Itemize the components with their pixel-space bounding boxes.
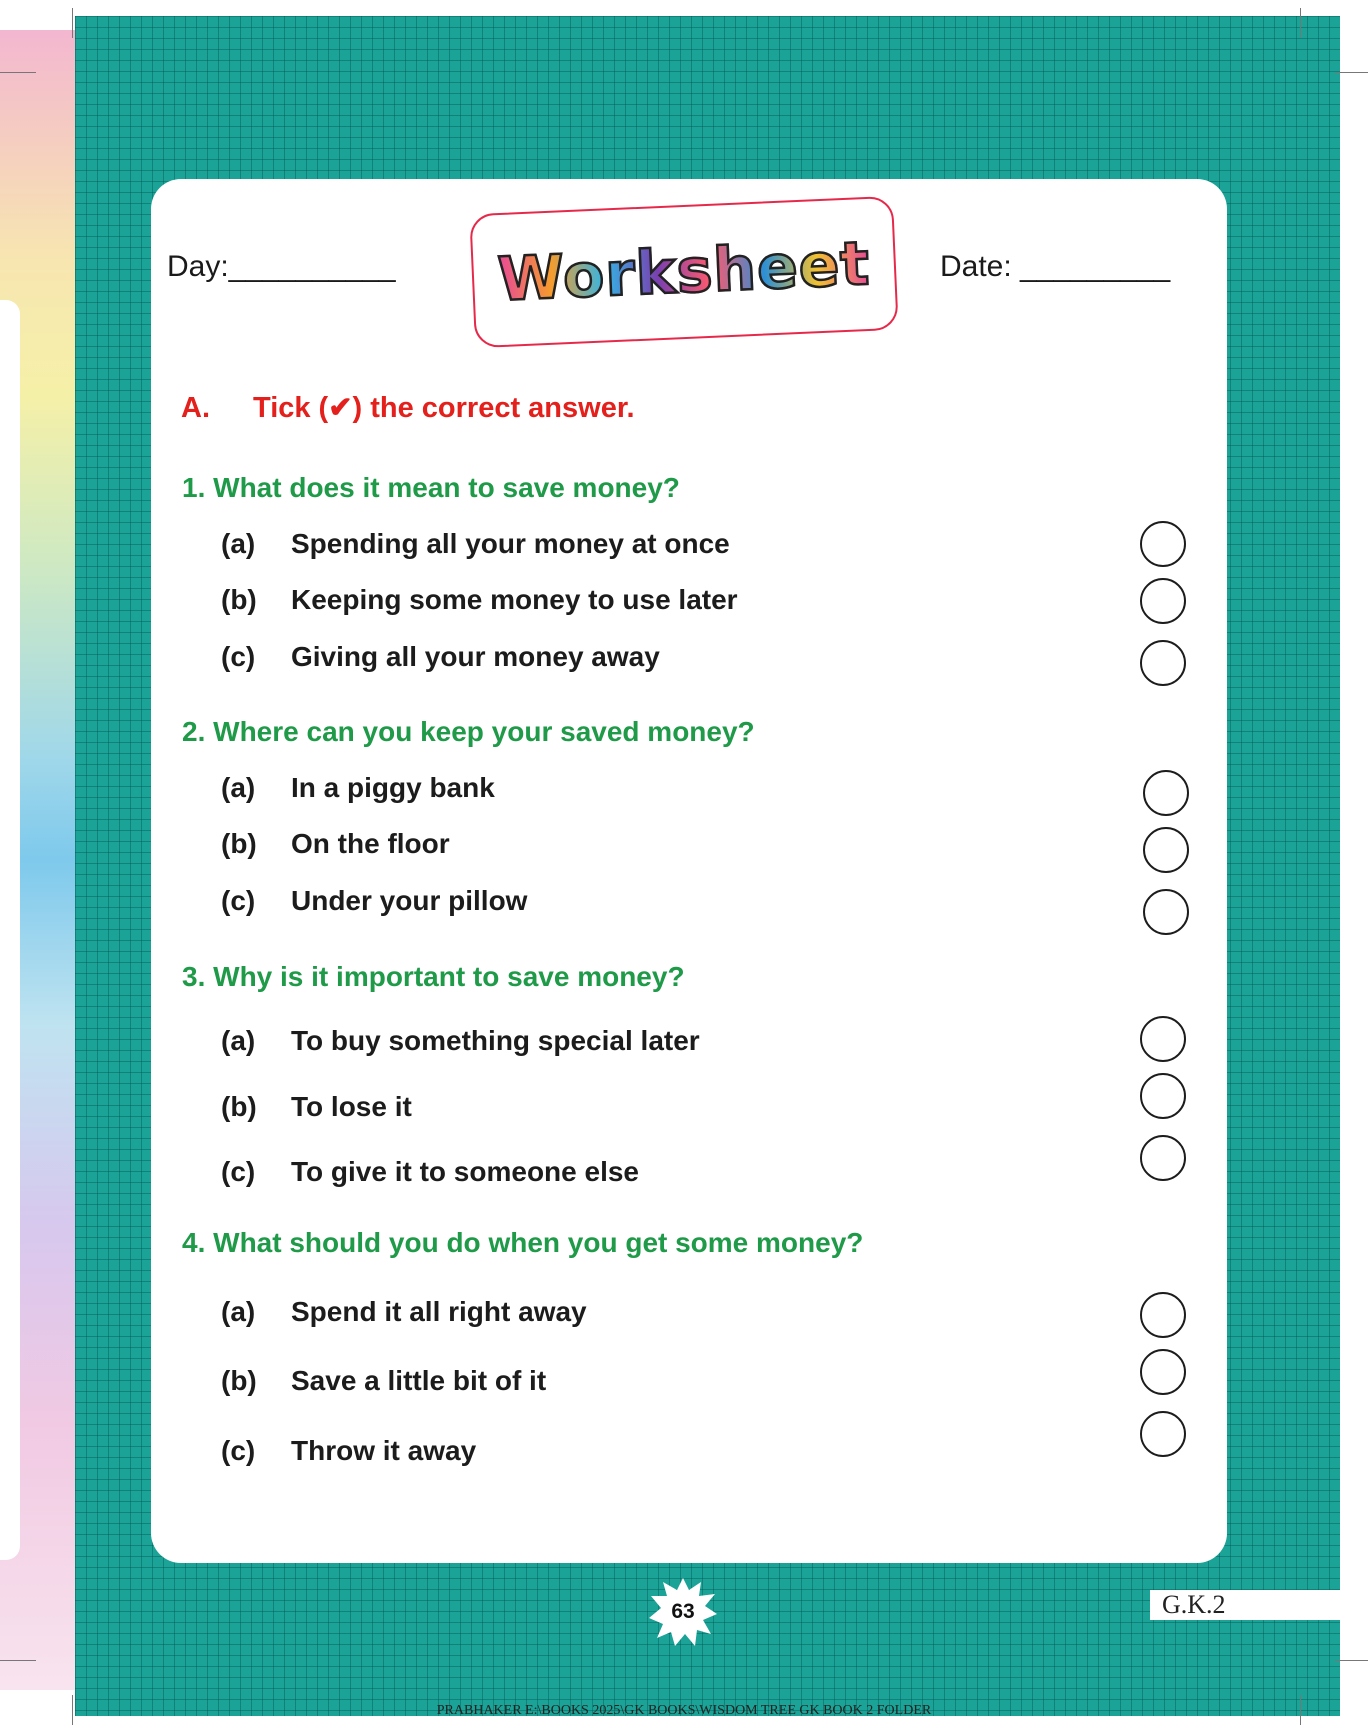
page-number: 63 bbox=[671, 1600, 695, 1623]
day-field[interactable]: Day:__________ bbox=[167, 250, 396, 283]
question-2: 2. Where can you keep your saved money? bbox=[182, 716, 755, 747]
date-field[interactable]: Date: _________ bbox=[940, 250, 1171, 283]
option-3c: (c) To give it to someone else bbox=[221, 1156, 640, 1187]
option-3b: (b) To lose it bbox=[221, 1091, 412, 1122]
option-3a: (a) To buy something special later bbox=[221, 1025, 700, 1056]
answer-circle-3c[interactable] bbox=[1140, 1135, 1186, 1181]
answer-circle-1b[interactable] bbox=[1140, 578, 1186, 624]
option-1b: (b) Keeping some money to use later bbox=[221, 584, 738, 615]
question-1: 1. What does it mean to save money? bbox=[182, 472, 680, 503]
crop-mark bbox=[1300, 8, 1301, 38]
answer-circle-3a[interactable] bbox=[1140, 1016, 1186, 1062]
answer-circle-1c[interactable] bbox=[1140, 640, 1186, 686]
answer-circle-2b[interactable] bbox=[1143, 827, 1189, 873]
question-4: 4. What should you do when you get some money? bbox=[182, 1227, 864, 1258]
crop-mark bbox=[1335, 1660, 1368, 1661]
option-4c: (c) Throw it away bbox=[221, 1435, 477, 1466]
option-2c: (c) Under your pillow bbox=[221, 885, 528, 916]
worksheet-card bbox=[151, 179, 1227, 1563]
worksheet-title: Worksheet bbox=[496, 228, 872, 316]
section-instruction bbox=[181, 390, 635, 425]
option-1c: (c) Giving all your money away bbox=[221, 641, 660, 672]
option-4a: (a) Spend it all right away bbox=[221, 1296, 587, 1327]
crop-mark bbox=[1335, 72, 1368, 73]
answer-circle-4c[interactable] bbox=[1140, 1411, 1186, 1457]
crop-mark bbox=[0, 1660, 36, 1661]
answer-circle-2a[interactable] bbox=[1143, 770, 1189, 816]
book-code: G.K.2 bbox=[1150, 1590, 1347, 1620]
option-4b: (b) Save a little bit of it bbox=[221, 1365, 547, 1396]
question-3: 3. Why is it important to save money? bbox=[182, 961, 685, 992]
option-2a: (a) In a piggy bank bbox=[221, 772, 495, 803]
option-1a: (a) Spending all your money at once bbox=[221, 528, 730, 559]
side-notch bbox=[0, 300, 20, 1560]
instruction-text: Tick (✔) the correct answer. bbox=[253, 392, 635, 424]
section-letter: A. bbox=[181, 392, 210, 424]
worksheet-title-badge bbox=[469, 196, 898, 348]
crop-mark bbox=[0, 72, 36, 73]
answer-circle-1a[interactable] bbox=[1140, 521, 1186, 567]
answer-circle-4b[interactable] bbox=[1140, 1349, 1186, 1395]
answer-circle-4a[interactable] bbox=[1140, 1292, 1186, 1338]
option-2b: (b) On the floor bbox=[221, 828, 450, 859]
answer-circle-3b[interactable] bbox=[1140, 1073, 1186, 1119]
crop-mark bbox=[72, 8, 73, 38]
answer-circle-2c[interactable] bbox=[1143, 889, 1189, 935]
file-path-footer: PRABHAKER E:\BOOKS 2025\GK BOOKS\WISDOM TREE GK BOOK 2 FOLDER bbox=[436, 1703, 932, 1718]
